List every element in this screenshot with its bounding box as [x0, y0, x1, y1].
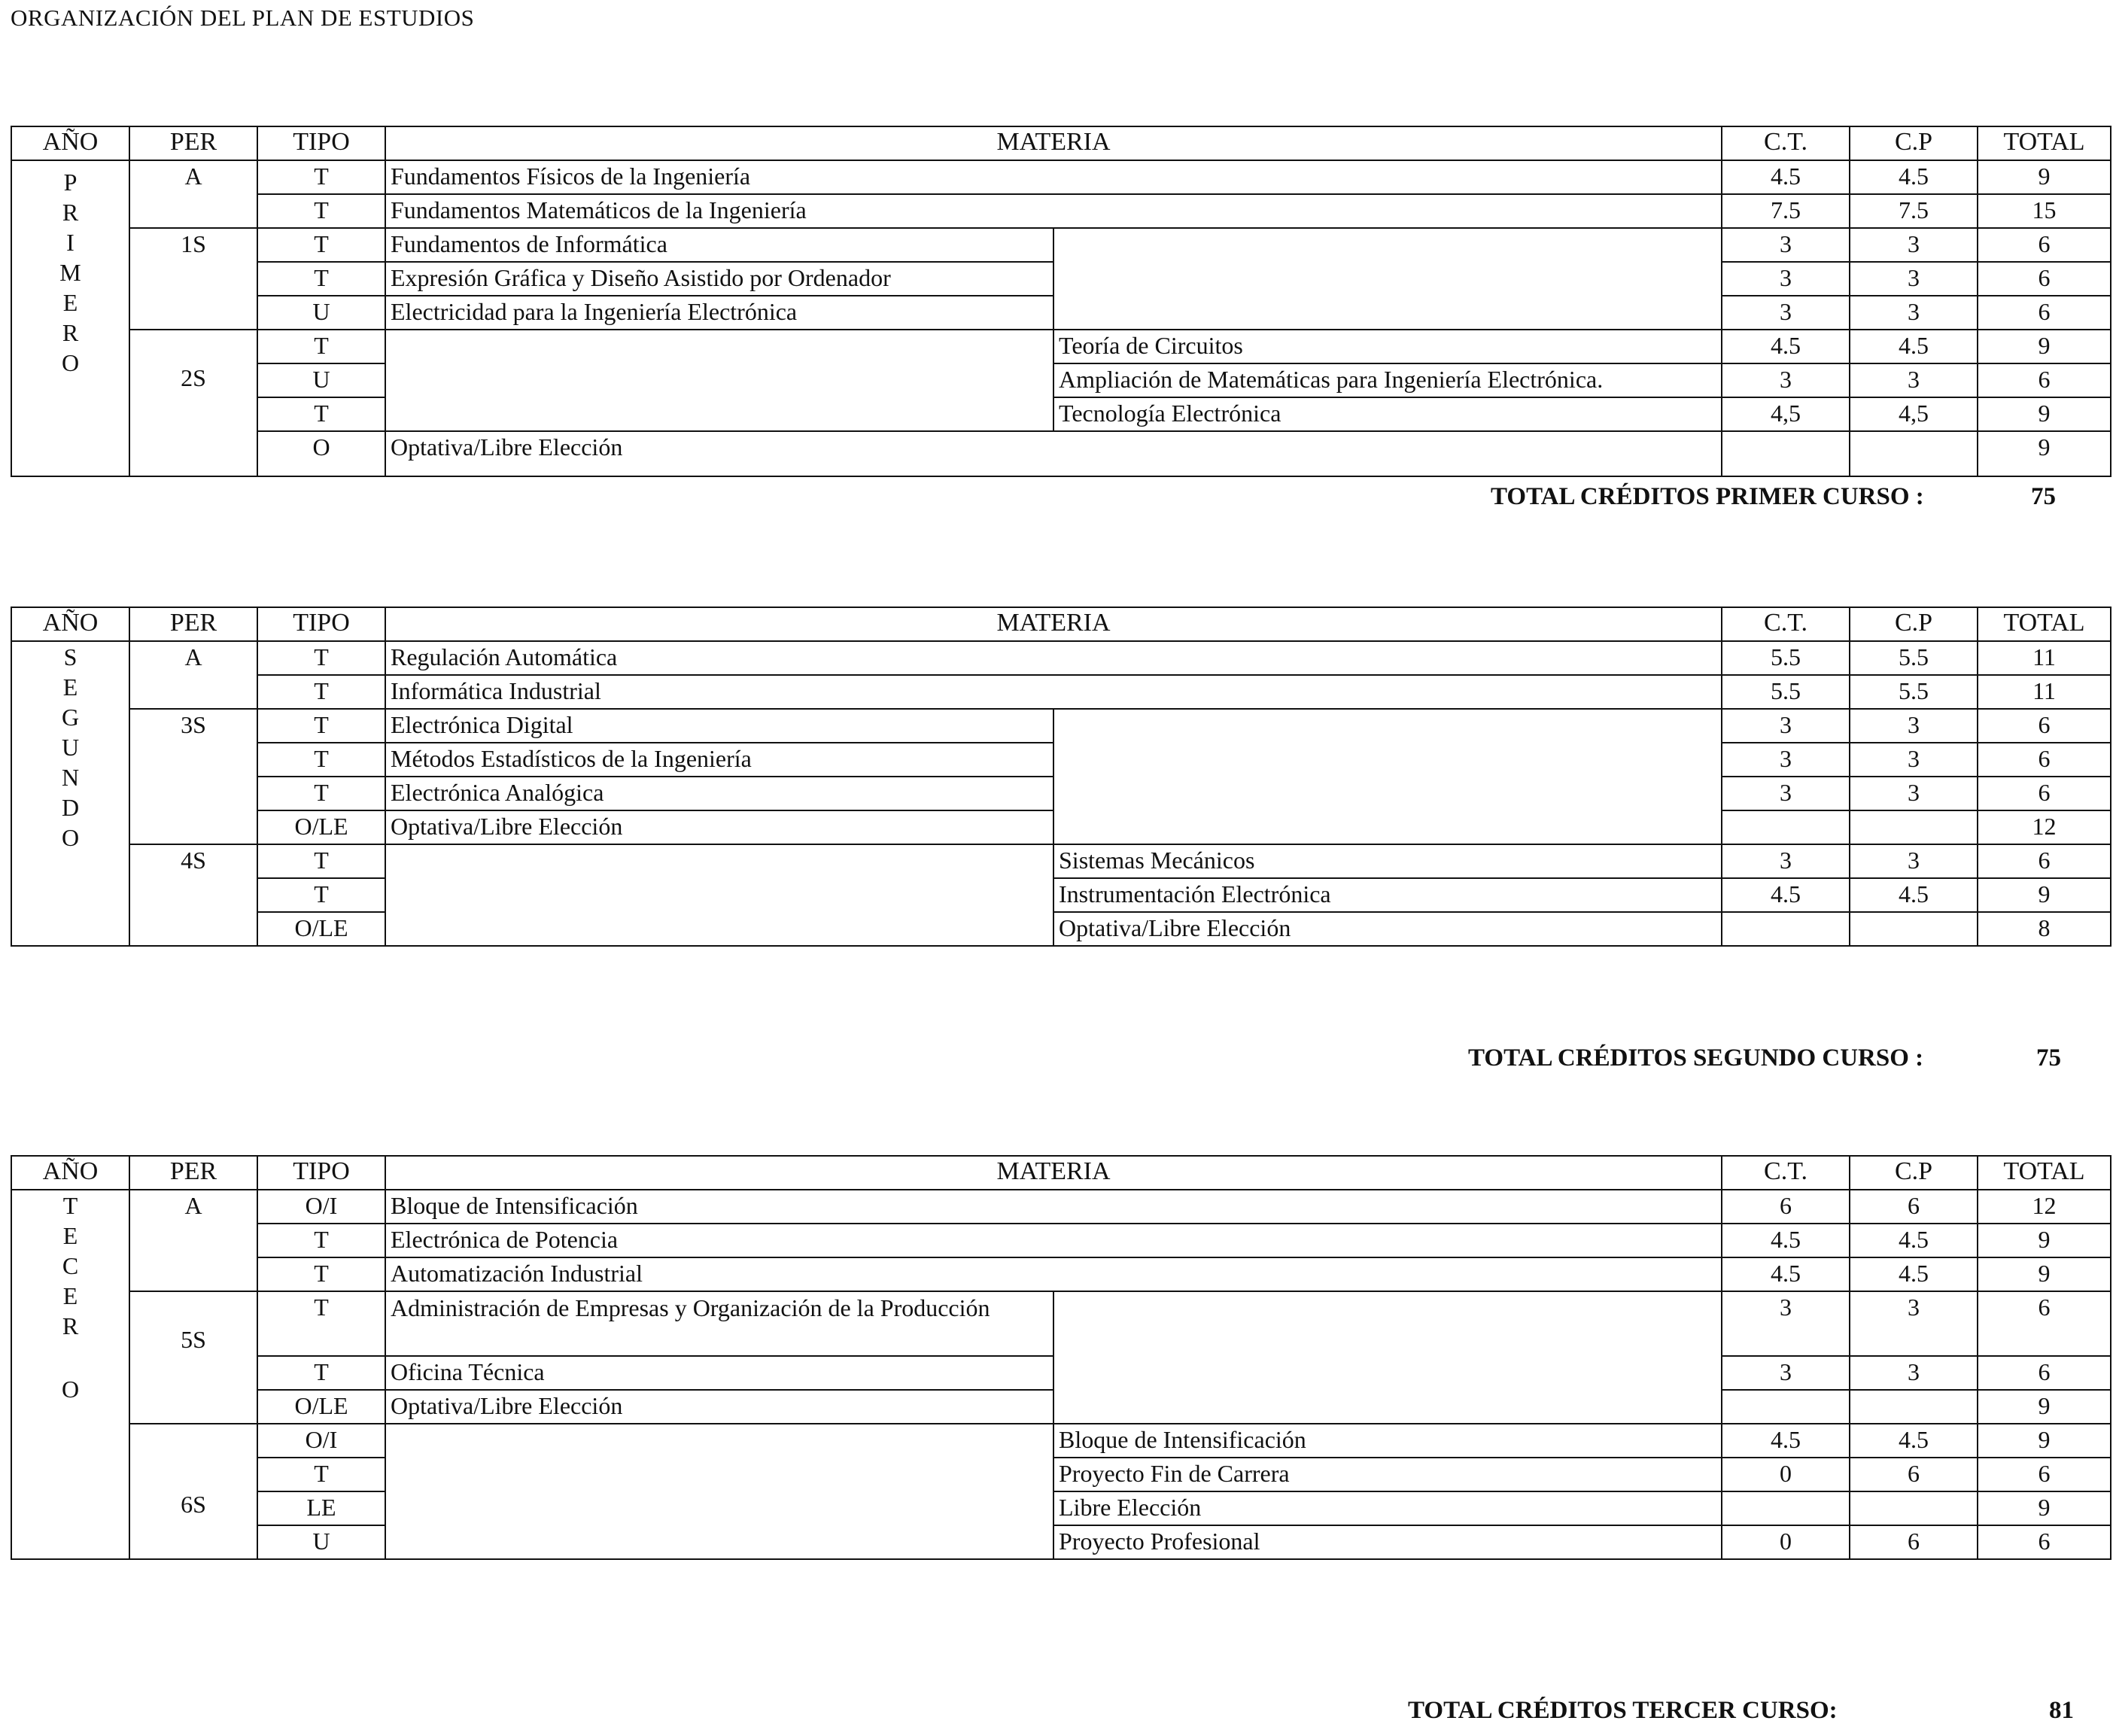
ct-cell: 3	[1722, 1356, 1850, 1390]
plan-table-tercero	[11, 1155, 2111, 1560]
total-credits-tercero	[1408, 1697, 2074, 1725]
ct-cell: 3	[1722, 844, 1850, 878]
empty-cell	[1053, 228, 1722, 330]
total-cell: 6	[1978, 844, 2111, 878]
materia-cell: Electrónica Analógica	[385, 777, 1053, 810]
cp-cell: 5.5	[1850, 675, 1978, 709]
materia-cell: Optativa/Libre Elección	[1053, 912, 1722, 946]
materia-cell: Teoría de Circuitos	[1053, 330, 1722, 363]
tipo-cell: T	[257, 160, 385, 194]
tipo-cell: T	[257, 641, 385, 675]
tipo-cell: U	[257, 1525, 385, 1559]
ct-cell: 3	[1722, 743, 1850, 777]
year-letter: D	[61, 794, 80, 821]
year-letter	[17, 1341, 124, 1374]
cp-cell: 3	[1850, 1356, 1978, 1390]
ct-cell	[1722, 1390, 1850, 1424]
cp-cell: 3	[1850, 228, 1978, 262]
materia-cell: Métodos Estadísticos de la Ingeniería	[385, 743, 1053, 777]
total-cell: 6	[1978, 743, 2111, 777]
col-header-ct: C.T.	[1722, 1156, 1850, 1190]
tipo-cell: T	[257, 1356, 385, 1390]
total-cell: 9	[1978, 1424, 2111, 1458]
tipo-cell: T	[257, 1224, 385, 1257]
col-header-materia: MATERIA	[385, 607, 1722, 641]
col-header-materia: MATERIA	[385, 126, 1722, 160]
tipo-cell: O/LE	[257, 810, 385, 844]
table-row	[11, 1291, 2111, 1356]
cp-cell: 4.5	[1850, 330, 1978, 363]
cp-cell: 7.5	[1850, 194, 1978, 228]
cp-cell	[1850, 1491, 1978, 1525]
ct-cell: 3	[1722, 777, 1850, 810]
cp-cell	[1850, 1390, 1978, 1424]
ct-cell	[1722, 1491, 1850, 1525]
col-header-tipo: TIPO	[257, 607, 385, 641]
col-header-cp: C.P	[1850, 126, 1978, 160]
tipo-cell: O/LE	[257, 1390, 385, 1424]
cp-cell: 3	[1850, 709, 1978, 743]
period-cell: 3S	[129, 709, 257, 844]
col-header-total: TOTAL	[1978, 1156, 2111, 1190]
year-letter: R	[62, 319, 79, 346]
tipo-cell: T	[257, 1458, 385, 1491]
col-header-materia: MATERIA	[385, 1156, 1722, 1190]
table-row	[11, 363, 2111, 397]
total-cell: 6	[1978, 1525, 2111, 1559]
cp-cell: 4.5	[1850, 160, 1978, 194]
cp-cell: 3	[1850, 844, 1978, 878]
total-cell: 11	[1978, 641, 2111, 675]
materia-cell: Electrónica de Potencia	[385, 1224, 1722, 1257]
empty-cell	[1053, 1291, 1722, 1424]
cp-cell: 6	[1850, 1525, 1978, 1559]
ct-cell: 4.5	[1722, 1257, 1850, 1291]
ct-cell	[1722, 912, 1850, 946]
total-credits-value: 75	[2031, 483, 2056, 510]
col-header-total: TOTAL	[1978, 607, 2111, 641]
table-row	[11, 1257, 2111, 1291]
period-cell: A	[129, 641, 257, 709]
tipo-cell: T	[257, 228, 385, 262]
total-credits-label: TOTAL CRÉDITOS SEGUNDO CURSO :	[1468, 1044, 1924, 1072]
materia-cell: Libre Elección	[1053, 1491, 1722, 1525]
materia-cell: Optativa/Libre Elección	[385, 1390, 1053, 1424]
table-row	[11, 709, 2111, 743]
total-cell: 9	[1978, 330, 2111, 363]
total-cell: 8	[1978, 912, 2111, 946]
year-letter: E	[62, 1222, 78, 1249]
total-cell: 9	[1978, 1390, 2111, 1424]
col-header-anio: AÑO	[11, 607, 129, 641]
plan-table-primero	[11, 126, 2111, 477]
tipo-cell: T	[257, 1257, 385, 1291]
cp-cell: 4,5	[1850, 397, 1978, 431]
total-cell: 6	[1978, 709, 2111, 743]
ct-cell: 3	[1722, 262, 1850, 296]
ct-cell: 0	[1722, 1525, 1850, 1559]
year-letter: O	[61, 1376, 80, 1403]
cp-cell	[1850, 912, 1978, 946]
total-cell: 9	[1978, 397, 2111, 431]
total-cell: 15	[1978, 194, 2111, 228]
col-header-anio: AÑO	[11, 126, 129, 160]
tipo-cell: O/I	[257, 1424, 385, 1458]
materia-cell: Bloque de Intensificación	[385, 1190, 1722, 1224]
period-cell: 1S	[129, 228, 257, 330]
tipo-cell: O/LE	[257, 912, 385, 946]
tipo-cell: T	[257, 844, 385, 878]
ct-cell: 5.5	[1722, 675, 1850, 709]
col-header-total: TOTAL	[1978, 126, 2111, 160]
year-letter: N	[61, 764, 80, 791]
total-credits-value: 81	[2049, 1697, 2074, 1724]
table-row	[11, 194, 2111, 228]
total-cell: 9	[1978, 1224, 2111, 1257]
table-row	[11, 844, 2111, 878]
year-letter: E	[62, 1282, 78, 1309]
materia-cell: Electricidad para la Ingeniería Electrónica	[385, 296, 1053, 330]
table-row	[11, 878, 2111, 912]
period-cell: 5S	[129, 1291, 257, 1424]
plan-table-segundo	[11, 607, 2111, 947]
tipo-cell: LE	[257, 1491, 385, 1525]
cp-cell: 3	[1850, 363, 1978, 397]
col-header-cp: C.P	[1850, 1156, 1978, 1190]
total-cell: 12	[1978, 1190, 2111, 1224]
tipo-cell: T	[257, 397, 385, 431]
period-cell: 4S	[129, 844, 257, 946]
total-cell: 9	[1978, 431, 2111, 476]
col-header-tipo: TIPO	[257, 1156, 385, 1190]
table-row	[11, 397, 2111, 431]
tipo-cell: U	[257, 363, 385, 397]
ct-cell: 3	[1722, 709, 1850, 743]
materia-cell: Fundamentos de Informática	[385, 228, 1053, 262]
tipo-cell: T	[257, 1291, 385, 1356]
table-row	[11, 1424, 2111, 1458]
ct-cell: 7.5	[1722, 194, 1850, 228]
year-letter: R	[62, 1312, 79, 1339]
ct-cell: 4.5	[1722, 1224, 1850, 1257]
cp-cell: 6	[1850, 1458, 1978, 1491]
total-cell: 6	[1978, 777, 2111, 810]
col-header-ct: C.T.	[1722, 607, 1850, 641]
header-row	[11, 1156, 2111, 1190]
table-row	[11, 912, 2111, 946]
total-cell: 6	[1978, 1356, 2111, 1390]
materia-cell: Informática Industrial	[385, 675, 1722, 709]
materia-cell: Regulación Automática	[385, 641, 1722, 675]
total-credits-label: TOTAL CRÉDITOS PRIMER CURSO :	[1491, 483, 1924, 510]
tipo-cell: T	[257, 878, 385, 912]
total-cell: 9	[1978, 1257, 2111, 1291]
cp-cell: 4.5	[1850, 1424, 1978, 1458]
materia-cell: Tecnología Electrónica	[1053, 397, 1722, 431]
col-header-per: PER	[129, 126, 257, 160]
col-header-per: PER	[129, 1156, 257, 1190]
ct-cell: 4.5	[1722, 330, 1850, 363]
period-cell: A	[129, 1190, 257, 1291]
table-row	[11, 1190, 2111, 1224]
materia-cell: Optativa/Libre Elección	[385, 810, 1053, 844]
year-letter: M	[59, 259, 81, 286]
year-label	[11, 1190, 129, 1559]
ct-cell	[1722, 810, 1850, 844]
cp-cell: 3	[1850, 296, 1978, 330]
period-cell: 6S	[129, 1424, 257, 1559]
tipo-cell: T	[257, 194, 385, 228]
ct-cell: 5.5	[1722, 641, 1850, 675]
materia-cell: Automatización Industrial	[385, 1257, 1722, 1291]
cp-cell: 6	[1850, 1190, 1978, 1224]
tipo-cell: T	[257, 262, 385, 296]
tipo-cell: T	[257, 709, 385, 743]
empty-cell	[385, 330, 1053, 431]
materia-cell: Administración de Empresas y Organización de la Producción	[385, 1291, 1053, 1356]
tipo-cell: T	[257, 743, 385, 777]
ct-cell: 0	[1722, 1458, 1850, 1491]
materia-cell: Sistemas Mecánicos	[1053, 844, 1722, 878]
total-credits-primero	[1491, 483, 2056, 511]
materia-cell: Oficina Técnica	[385, 1356, 1053, 1390]
total-cell: 6	[1978, 363, 2111, 397]
col-header-ct: C.T.	[1722, 126, 1850, 160]
year-label	[11, 641, 129, 946]
col-header-per: PER	[129, 607, 257, 641]
ct-cell: 3	[1722, 228, 1850, 262]
year-letter: O	[61, 824, 80, 851]
empty-cell	[1053, 709, 1722, 844]
table-row	[11, 675, 2111, 709]
materia-cell: Instrumentación Electrónica	[1053, 878, 1722, 912]
ct-cell: 6	[1722, 1190, 1850, 1224]
total-cell: 9	[1978, 878, 2111, 912]
materia-cell: Electrónica Digital	[385, 709, 1053, 743]
ct-cell: 3	[1722, 1291, 1850, 1356]
table-row	[11, 431, 2111, 476]
cp-cell: 5.5	[1850, 641, 1978, 675]
materia-cell: Expresión Gráfica y Diseño Asistido por Ordenador	[385, 262, 1053, 296]
header-row	[11, 607, 2111, 641]
year-label	[11, 160, 129, 476]
table-row	[11, 330, 2111, 363]
tipo-cell: T	[257, 777, 385, 810]
col-header-tipo: TIPO	[257, 126, 385, 160]
materia-cell: Bloque de Intensificación	[1053, 1424, 1722, 1458]
materia-cell: Proyecto Profesional	[1053, 1525, 1722, 1559]
table-row	[11, 228, 2111, 262]
col-header-cp: C.P	[1850, 607, 1978, 641]
cp-cell: 4.5	[1850, 1257, 1978, 1291]
materia-cell: Fundamentos Matemáticos de la Ingeniería	[385, 194, 1722, 228]
total-cell: 6	[1978, 296, 2111, 330]
total-credits-segundo	[1468, 1044, 2061, 1072]
empty-cell	[385, 844, 1053, 946]
ct-cell: 4.5	[1722, 878, 1850, 912]
year-letter: O	[61, 349, 80, 376]
materia-cell: Proyecto Fin de Carrera	[1053, 1458, 1722, 1491]
cp-cell	[1850, 431, 1978, 476]
cp-cell: 4.5	[1850, 1224, 1978, 1257]
table-row	[11, 641, 2111, 675]
year-letter: E	[62, 673, 78, 701]
ct-cell: 4,5	[1722, 397, 1850, 431]
ct-cell: 3	[1722, 363, 1850, 397]
total-credits-label: TOTAL CRÉDITOS TERCER CURSO:	[1408, 1697, 1838, 1724]
total-cell: 11	[1978, 675, 2111, 709]
cp-cell: 3	[1850, 777, 1978, 810]
table-row	[11, 1224, 2111, 1257]
year-letter: T	[62, 1192, 78, 1219]
total-cell: 9	[1978, 1491, 2111, 1525]
period-cell: A	[129, 160, 257, 228]
table-row	[11, 1525, 2111, 1559]
total-credits-value: 75	[2036, 1044, 2061, 1072]
empty-cell	[385, 1424, 1053, 1559]
tipo-cell: O/I	[257, 1190, 385, 1224]
total-cell: 12	[1978, 810, 2111, 844]
year-letter: G	[61, 704, 80, 731]
total-cell: 6	[1978, 228, 2111, 262]
cp-cell: 3	[1850, 743, 1978, 777]
tipo-cell: T	[257, 330, 385, 363]
year-letter: R	[62, 199, 79, 226]
cp-cell	[1850, 810, 1978, 844]
year-letter: E	[62, 289, 78, 316]
tipo-cell: U	[257, 296, 385, 330]
year-letter: S	[63, 643, 78, 670]
ct-cell: 4.5	[1722, 1424, 1850, 1458]
table-row	[11, 1458, 2111, 1491]
period-cell: 2S	[129, 330, 257, 476]
ct-cell	[1722, 431, 1850, 476]
ct-cell: 4.5	[1722, 160, 1850, 194]
year-letter: P	[63, 169, 78, 196]
col-header-anio: AÑO	[11, 1156, 129, 1190]
total-cell: 6	[1978, 262, 2111, 296]
cp-cell: 4.5	[1850, 878, 1978, 912]
cp-cell: 3	[1850, 262, 1978, 296]
year-letter: U	[61, 734, 80, 761]
total-cell: 6	[1978, 1291, 2111, 1356]
ct-cell: 3	[1722, 296, 1850, 330]
materia-cell: Fundamentos Físicos de la Ingeniería	[385, 160, 1722, 194]
total-cell: 6	[1978, 1458, 2111, 1491]
table-row	[11, 1491, 2111, 1525]
year-letter: C	[62, 1252, 79, 1279]
cp-cell: 3	[1850, 1291, 1978, 1356]
materia-cell: Ampliación de Matemáticas para Ingeniería Electrónica.	[1053, 363, 1722, 397]
tipo-cell: T	[257, 675, 385, 709]
year-letter: I	[66, 229, 74, 256]
header-row	[11, 126, 2111, 160]
total-cell: 9	[1978, 160, 2111, 194]
materia-cell: Optativa/Libre Elección	[385, 431, 1722, 476]
document-title: ORGANIZACIÓN DEL PLAN DE ESTUDIOS	[11, 5, 475, 31]
table-row	[11, 160, 2111, 194]
tipo-cell: O	[257, 431, 385, 476]
